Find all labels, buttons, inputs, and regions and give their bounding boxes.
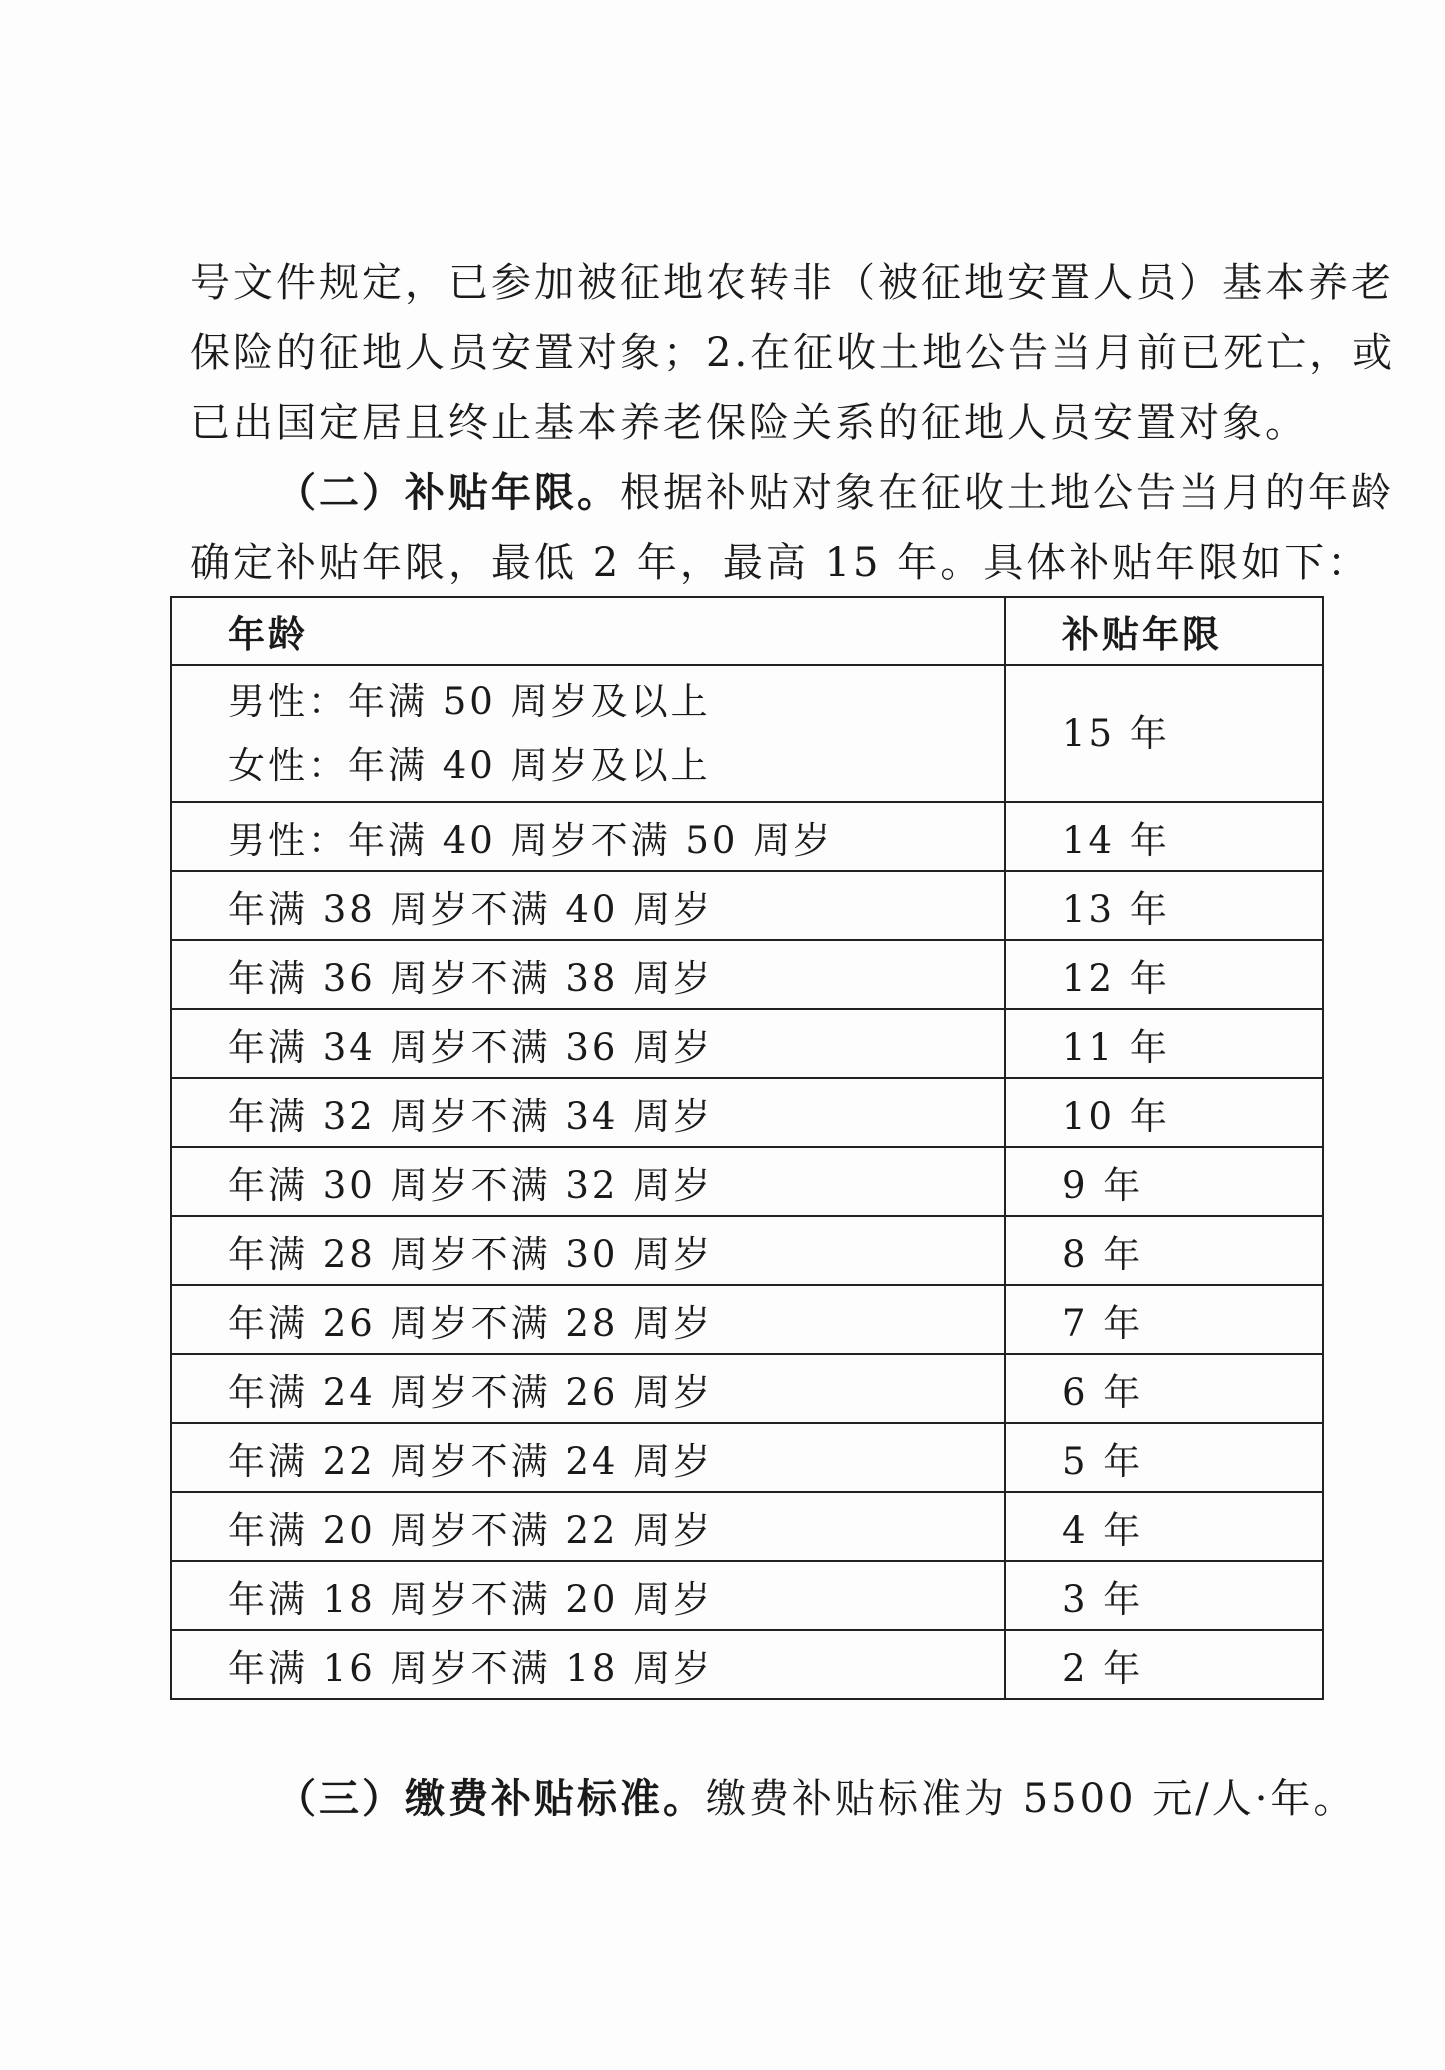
section3-text: 缴费补贴标准为 5500 元/人·年。 (706, 1776, 1357, 1822)
years-cell: 14 年 (1005, 802, 1323, 871)
section2-heading: （二）补贴年限。 (276, 470, 620, 516)
years-cell: 15 年 (1005, 665, 1323, 802)
table-row (171, 1630, 1323, 1699)
age-cell: 年满 18 周岁不满 20 周岁 (171, 1561, 1005, 1630)
intro-line: 保险的征地人员安置对象；2.在征收土地公告当月前已死亡，或 (190, 330, 1396, 376)
years-cell: 11 年 (1005, 1009, 1323, 1078)
table-row (171, 802, 1323, 871)
subsidy-years-table (170, 596, 1324, 1700)
age-cell: 年满 26 周岁不满 28 周岁 (171, 1285, 1005, 1354)
age-cell: 年满 22 周岁不满 24 周岁 (171, 1423, 1005, 1492)
intro-line: 号文件规定，已参加被征地农转非（被征地安置人员）基本养老 (190, 260, 1394, 306)
age-cell: 年满 30 周岁不满 32 周岁 (171, 1147, 1005, 1216)
age-line-female: 女性：年满 40 周岁及以上 (228, 743, 711, 787)
section3-line (190, 1764, 1357, 1834)
header-age: 年龄 (171, 597, 1005, 665)
table-header-row (171, 597, 1323, 665)
age-cell (171, 665, 1005, 802)
table-row (171, 665, 1323, 802)
section2-line2: 确定补贴年限，最低 2 年，最高 15 年。具体补贴年限如下： (190, 540, 1371, 586)
years-cell: 8 年 (1005, 1216, 1323, 1285)
header-years: 补贴年限 (1005, 597, 1323, 665)
age-cell: 年满 36 周岁不满 38 周岁 (171, 940, 1005, 1009)
age-cell: 年满 32 周岁不满 34 周岁 (171, 1078, 1005, 1147)
table-row (171, 1354, 1323, 1423)
years-cell: 4 年 (1005, 1492, 1323, 1561)
years-cell: 9 年 (1005, 1147, 1323, 1216)
table-row (171, 1147, 1323, 1216)
table-row (171, 1561, 1323, 1630)
age-cell: 年满 34 周岁不满 36 周岁 (171, 1009, 1005, 1078)
table-row (171, 1078, 1323, 1147)
years-cell: 2 年 (1005, 1630, 1323, 1699)
years-cell: 12 年 (1005, 940, 1323, 1009)
section2-paragraph (190, 458, 1394, 598)
section2-line1-text: 根据补贴对象在征收土地公告当月的年龄 (620, 470, 1394, 516)
age-cell: 男性：年满 40 周岁不满 50 周岁 (171, 802, 1005, 871)
age-cell: 年满 16 周岁不满 18 周岁 (171, 1630, 1005, 1699)
years-cell: 13 年 (1005, 871, 1323, 940)
age-cell: 年满 20 周岁不满 22 周岁 (171, 1492, 1005, 1561)
years-cell: 5 年 (1005, 1423, 1323, 1492)
section3-paragraph (190, 1764, 1357, 1834)
table-row (171, 1216, 1323, 1285)
years-cell: 10 年 (1005, 1078, 1323, 1147)
table-row (171, 1285, 1323, 1354)
years-cell: 7 年 (1005, 1285, 1323, 1354)
intro-paragraph (190, 248, 1396, 458)
years-cell: 6 年 (1005, 1354, 1323, 1423)
table-row (171, 940, 1323, 1009)
age-cell: 年满 38 周岁不满 40 周岁 (171, 871, 1005, 940)
table-row (171, 1492, 1323, 1561)
section3-heading: （三）缴费补贴标准。 (276, 1776, 706, 1822)
age-cell: 年满 24 周岁不满 26 周岁 (171, 1354, 1005, 1423)
years-cell: 3 年 (1005, 1561, 1323, 1630)
table-row (171, 871, 1323, 940)
table-row (171, 1423, 1323, 1492)
age-line-male: 男性：年满 50 周岁及以上 (228, 679, 711, 723)
table-row (171, 1009, 1323, 1078)
section2-line1 (190, 458, 1394, 528)
intro-line: 已出国定居且终止基本养老保险关系的征地人员安置对象。 (190, 400, 1308, 446)
age-cell: 年满 28 周岁不满 30 周岁 (171, 1216, 1005, 1285)
